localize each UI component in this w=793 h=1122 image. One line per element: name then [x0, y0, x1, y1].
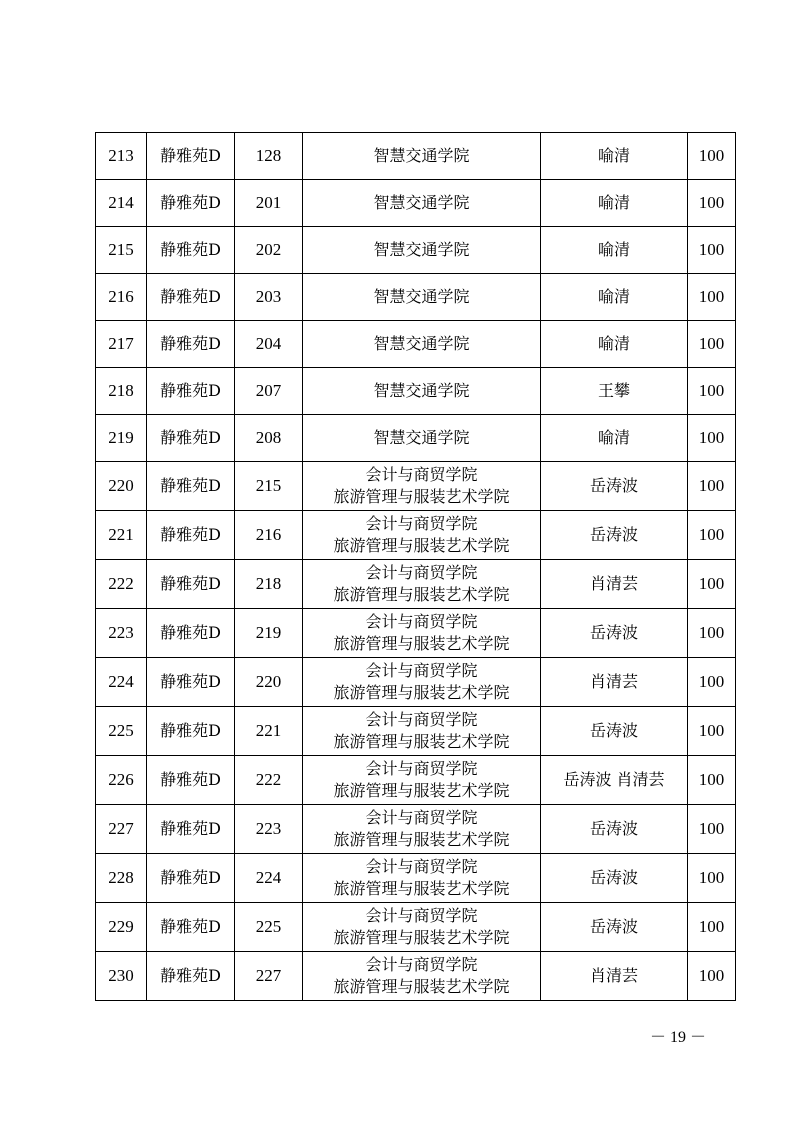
table-row — [96, 707, 736, 756]
row-number-cell: 220 — [96, 462, 147, 511]
inspector-cell: 岳涛波 — [541, 805, 688, 854]
college-cell — [303, 805, 541, 854]
building-cell: 静雅苑D — [147, 854, 235, 903]
table-row — [96, 368, 736, 415]
college-name: 旅游管理与服装艺术学院 — [333, 634, 510, 653]
room-number-cell: 222 — [235, 756, 303, 805]
score-cell: 100 — [688, 805, 736, 854]
room-number-cell: 216 — [235, 511, 303, 560]
college-cell — [303, 321, 541, 368]
college-name: 智慧交通学院 — [373, 428, 470, 447]
building-cell: 静雅苑D — [147, 805, 235, 854]
row-number-cell: 215 — [96, 227, 147, 274]
inspector-cell: 喻清 — [541, 415, 688, 462]
room-number-cell: 227 — [235, 952, 303, 1001]
college-name: 智慧交通学院 — [373, 287, 470, 306]
room-number-cell: 215 — [235, 462, 303, 511]
row-number-cell: 216 — [96, 274, 147, 321]
row-number-cell: 219 — [96, 415, 147, 462]
college-cell — [303, 756, 541, 805]
building-cell: 静雅苑D — [147, 368, 235, 415]
row-number-cell: 217 — [96, 321, 147, 368]
score-cell: 100 — [688, 952, 736, 1001]
college-cell — [303, 707, 541, 756]
college-cell — [303, 854, 541, 903]
college-name: 旅游管理与服装艺术学院 — [333, 536, 510, 555]
college-name: 会计与商贸学院 — [365, 857, 478, 876]
college-name: 会计与商贸学院 — [365, 955, 478, 974]
inspector-cell: 肖清芸 — [541, 952, 688, 1001]
college-name: 会计与商贸学院 — [365, 906, 478, 925]
room-number-cell: 220 — [235, 658, 303, 707]
score-cell: 100 — [688, 133, 736, 180]
building-cell: 静雅苑D — [147, 609, 235, 658]
college-name: 旅游管理与服装艺术学院 — [333, 830, 510, 849]
table-row — [96, 658, 736, 707]
table-row — [96, 952, 736, 1001]
college-name: 智慧交通学院 — [373, 381, 470, 400]
row-number-cell: 223 — [96, 609, 147, 658]
college-cell — [303, 658, 541, 707]
dormitory-score-table — [95, 132, 736, 1001]
college-cell — [303, 952, 541, 1001]
row-number-cell: 228 — [96, 854, 147, 903]
room-number-cell: 225 — [235, 903, 303, 952]
table-row — [96, 415, 736, 462]
room-number-cell: 208 — [235, 415, 303, 462]
table-row — [96, 854, 736, 903]
college-name: 会计与商贸学院 — [365, 612, 478, 631]
building-cell: 静雅苑D — [147, 952, 235, 1001]
college-name: 旅游管理与服装艺术学院 — [333, 928, 510, 947]
college-cell — [303, 368, 541, 415]
building-cell: 静雅苑D — [147, 511, 235, 560]
score-cell: 100 — [688, 560, 736, 609]
inspector-cell: 岳涛波 — [541, 854, 688, 903]
table-row — [96, 321, 736, 368]
college-name: 智慧交通学院 — [373, 146, 470, 165]
score-cell: 100 — [688, 707, 736, 756]
college-name: 会计与商贸学院 — [365, 563, 478, 582]
college-cell — [303, 133, 541, 180]
building-cell: 静雅苑D — [147, 415, 235, 462]
room-number-cell: 203 — [235, 274, 303, 321]
score-cell: 100 — [688, 756, 736, 805]
inspector-cell: 王攀 — [541, 368, 688, 415]
college-name: 会计与商贸学院 — [365, 661, 478, 680]
score-cell: 100 — [688, 180, 736, 227]
row-number-cell: 230 — [96, 952, 147, 1001]
table-row — [96, 756, 736, 805]
college-name: 会计与商贸学院 — [365, 465, 478, 484]
college-name: 旅游管理与服装艺术学院 — [333, 585, 510, 604]
row-number-cell: 214 — [96, 180, 147, 227]
inspector-cell: 岳涛波 — [541, 707, 688, 756]
inspector-cell: 肖清芸 — [541, 560, 688, 609]
building-cell: 静雅苑D — [147, 321, 235, 368]
college-name: 旅游管理与服装艺术学院 — [333, 487, 510, 506]
table-row — [96, 180, 736, 227]
college-cell — [303, 180, 541, 227]
college-name: 旅游管理与服装艺术学院 — [333, 879, 510, 898]
row-number-cell: 221 — [96, 511, 147, 560]
college-name: 旅游管理与服装艺术学院 — [333, 683, 510, 702]
table-row — [96, 133, 736, 180]
table-row — [96, 560, 736, 609]
room-number-cell: 223 — [235, 805, 303, 854]
college-cell — [303, 511, 541, 560]
building-cell: 静雅苑D — [147, 560, 235, 609]
score-cell: 100 — [688, 511, 736, 560]
row-number-cell: 218 — [96, 368, 147, 415]
score-cell: 100 — [688, 415, 736, 462]
score-cell: 100 — [688, 321, 736, 368]
page-number: － 19 － — [650, 1029, 707, 1046]
building-cell: 静雅苑D — [147, 133, 235, 180]
room-number-cell: 224 — [235, 854, 303, 903]
table-row — [96, 462, 736, 511]
row-number-cell: 213 — [96, 133, 147, 180]
table-row — [96, 227, 736, 274]
college-name: 会计与商贸学院 — [365, 759, 478, 778]
score-cell: 100 — [688, 462, 736, 511]
college-cell — [303, 903, 541, 952]
room-number-cell: 207 — [235, 368, 303, 415]
building-cell: 静雅苑D — [147, 462, 235, 511]
building-cell: 静雅苑D — [147, 180, 235, 227]
inspector-cell: 岳涛波 — [541, 462, 688, 511]
room-number-cell: 221 — [235, 707, 303, 756]
college-name: 会计与商贸学院 — [365, 710, 478, 729]
room-number-cell: 218 — [235, 560, 303, 609]
score-cell: 100 — [688, 368, 736, 415]
college-cell — [303, 560, 541, 609]
row-number-cell: 227 — [96, 805, 147, 854]
building-cell: 静雅苑D — [147, 274, 235, 321]
room-number-cell: 204 — [235, 321, 303, 368]
college-cell — [303, 227, 541, 274]
college-cell — [303, 415, 541, 462]
table-body — [96, 133, 736, 1001]
table-row — [96, 903, 736, 952]
table-row — [96, 609, 736, 658]
inspector-cell: 喻清 — [541, 180, 688, 227]
inspector-cell: 肖清芸 — [541, 658, 688, 707]
college-cell — [303, 609, 541, 658]
building-cell: 静雅苑D — [147, 658, 235, 707]
inspector-cell: 岳涛波 — [541, 609, 688, 658]
room-number-cell: 202 — [235, 227, 303, 274]
inspector-cell: 岳涛波 — [541, 903, 688, 952]
inspector-cell: 岳涛波 — [541, 511, 688, 560]
college-name: 智慧交通学院 — [373, 193, 470, 212]
inspector-cell: 喻清 — [541, 227, 688, 274]
room-number-cell: 219 — [235, 609, 303, 658]
college-name: 会计与商贸学院 — [365, 808, 478, 827]
score-cell: 100 — [688, 274, 736, 321]
table-row — [96, 274, 736, 321]
college-name: 旅游管理与服装艺术学院 — [333, 977, 510, 996]
college-name: 智慧交通学院 — [373, 240, 470, 259]
college-name: 智慧交通学院 — [373, 334, 470, 353]
row-number-cell: 226 — [96, 756, 147, 805]
college-cell — [303, 462, 541, 511]
row-number-cell: 222 — [96, 560, 147, 609]
college-name: 旅游管理与服装艺术学院 — [333, 781, 510, 800]
inspector-cell: 喻清 — [541, 274, 688, 321]
college-cell — [303, 274, 541, 321]
room-number-cell: 128 — [235, 133, 303, 180]
room-number-cell: 201 — [235, 180, 303, 227]
table-row — [96, 511, 736, 560]
row-number-cell: 229 — [96, 903, 147, 952]
college-name: 会计与商贸学院 — [365, 514, 478, 533]
inspector-cell: 喻清 — [541, 133, 688, 180]
score-cell: 100 — [688, 854, 736, 903]
building-cell: 静雅苑D — [147, 903, 235, 952]
building-cell: 静雅苑D — [147, 756, 235, 805]
score-cell: 100 — [688, 658, 736, 707]
score-cell: 100 — [688, 609, 736, 658]
table-row — [96, 805, 736, 854]
score-cell: 100 — [688, 903, 736, 952]
inspector-cell: 喻清 — [541, 321, 688, 368]
building-cell: 静雅苑D — [147, 707, 235, 756]
building-cell: 静雅苑D — [147, 227, 235, 274]
score-cell: 100 — [688, 227, 736, 274]
row-number-cell: 224 — [96, 658, 147, 707]
inspector-cell: 岳涛波 肖清芸 — [541, 756, 688, 805]
college-name: 旅游管理与服装艺术学院 — [333, 732, 510, 751]
row-number-cell: 225 — [96, 707, 147, 756]
